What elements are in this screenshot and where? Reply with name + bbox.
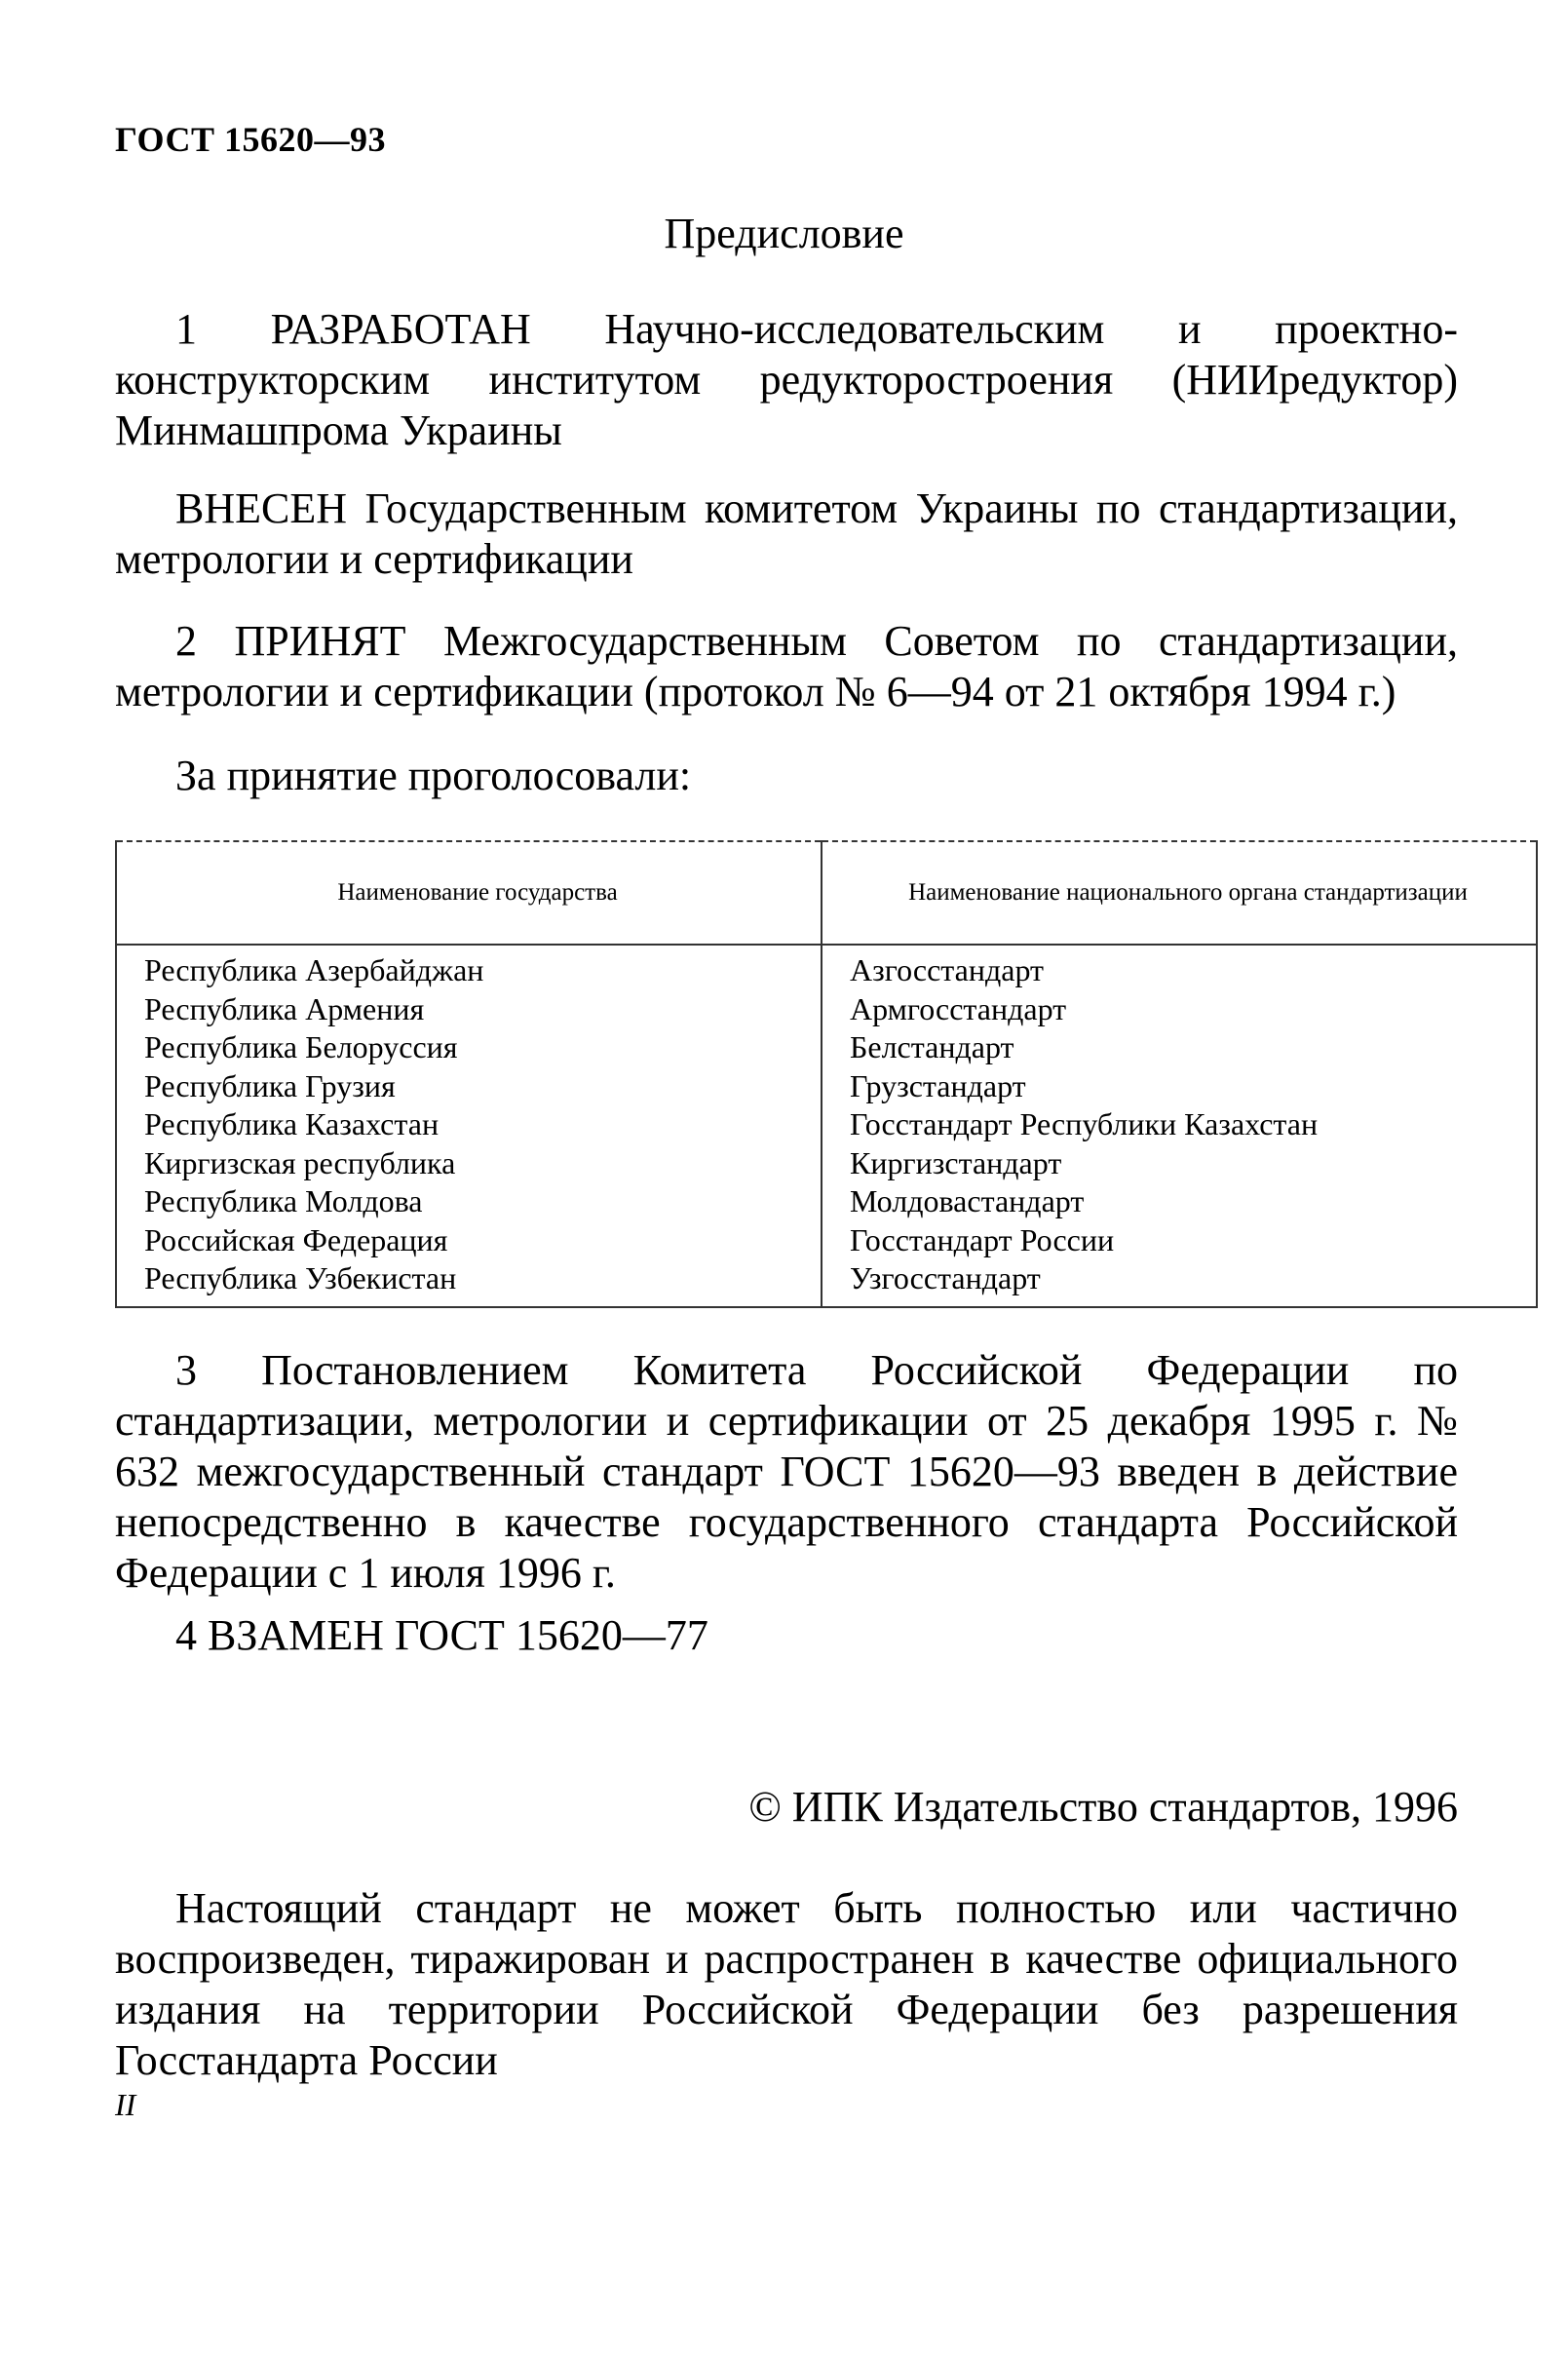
body-cell: Белстандарт [850,1029,1014,1064]
voted-intro: За принятие проголосовали: [175,752,692,799]
column-header-state: Наименование государства [116,841,822,945]
states-column [116,945,822,1307]
page-title: Предисловие [664,210,904,257]
table-header-row [116,841,1537,945]
body-cell: Азгосстандарт [850,952,1045,987]
reproduction-notice: Настоящий стандарт не может быть полностью или частично воспроизведен, тиражирован и распространен в качестве официального издания на территории Российской Федерации без разрешения Госстандарта России [115,1884,1458,2084]
state-cell: Республика Азербайджан [144,952,484,987]
state-cell: Республика Грузия [144,1067,396,1103]
body-cell: Госстандарт России [850,1221,1115,1257]
page-number: II [115,2087,136,2122]
state-cell: Киргизская республика [144,1144,456,1180]
body-cell: Узгосстандарт [850,1260,1041,1295]
bodies-column [822,945,1537,1307]
body-cell: Армгосстандарт [850,990,1067,1026]
state-cell: Республика Узбекистан [144,1260,457,1295]
body-cell: Молдовастандарт [850,1183,1085,1218]
state-cell: Республика Казахстан [144,1106,440,1141]
body-cell: Киргизстандарт [850,1144,1062,1180]
column-header-body: Наименование национального органа стандартизации [822,841,1537,945]
state-cell: Российская Федерация [144,1221,448,1257]
copyright-line: © ИПК Издательство стандартов, 1996 [748,1783,1458,1831]
decree-paragraph: 3 Постановлением Комитета Российской Федерации по стандартизации, метрологии и сертификации от 25 декабря 1995 г. № 632 межгосударственный стандарт ГОСТ 15620—93 введен в действие непосредственно в качестве государственного стандарта Российской Федерации с 1 июля 1996 г. [115,1346,1458,1597]
body-cell: Госстандарт Республики Казахстан [850,1106,1319,1141]
document-code: ГОСТ 15620—93 [115,120,386,159]
state-cell: Республика Белоруссия [144,1029,458,1064]
state-cell: Республика Армения [144,990,425,1026]
replaces-paragraph: 4 ВЗАМЕН ГОСТ 15620—77 [175,1611,708,1659]
voting-table [115,840,1538,1308]
developed-paragraph: 1 РАЗРАБОТАН Научно-исследовательским и проектно-конструкторским институтом редукторостроения (НИИредуктор) Минмашпрома Украины [115,305,1458,454]
state-cell: Республика Молдова [144,1183,423,1218]
body-cell: Грузстандарт [850,1067,1026,1103]
introduced-paragraph: ВНЕСЕН Государственным комитетом Украины по стандартизации, метрологии и сертификации [115,484,1458,583]
adopted-paragraph: 2 ПРИНЯТ Межгосударственным Советом по стандартизации, метрологии и сертификации (протокол № 6—94 от 21 октября 1994 г.) [115,617,1458,715]
table-body-row [116,945,1537,1307]
